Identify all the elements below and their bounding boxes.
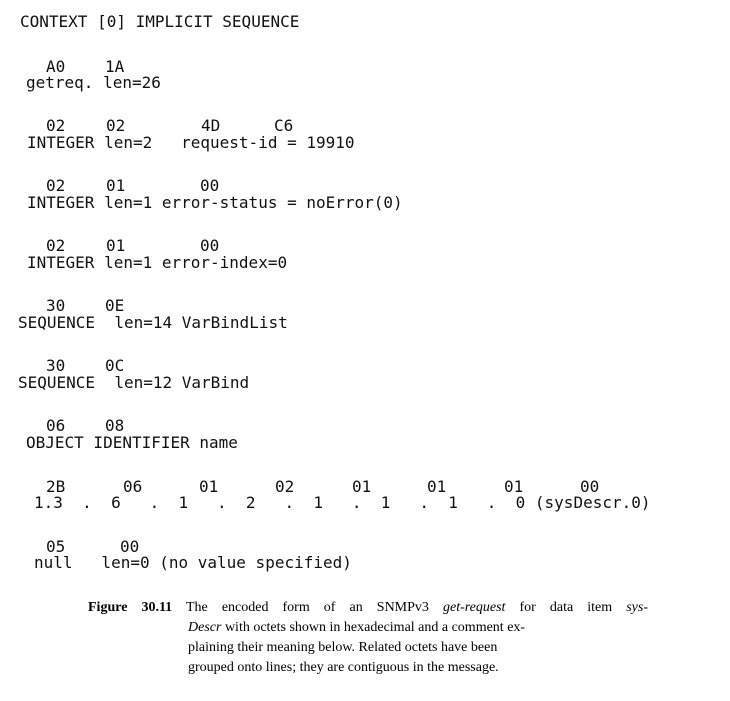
octet: 02 [275,477,295,496]
figure-caption [88,598,648,678]
octet: 00 [200,236,220,255]
octet: 0C [105,356,125,375]
octet: 01 [199,477,219,496]
caption-line-1: Figure 30.11 The encoded form of an SNMPv3 get-request for data item sys- [88,600,648,615]
octet-description: INTEGER len=1 error-index=0 [27,253,288,272]
caption-line-3: plaining their meaning below. Related octets have been [188,640,498,655]
octet: 00 [120,537,140,556]
octet: 4D [201,116,221,135]
octet: 01 [504,477,524,496]
octet: 06 [123,477,143,496]
figure-label: Figure 30.11 [88,600,173,615]
caption-line-4: grouped onto lines; they are contiguous in the message. [188,660,499,675]
octet: 01 [106,176,126,195]
octet: 01 [106,236,126,255]
octet: 01 [352,477,372,496]
octet: 02 [46,236,66,255]
octet: 02 [46,116,66,135]
octet: 00 [580,477,600,496]
octet: 02 [46,176,66,195]
caption-line-2: Descr with octets shown in hexadecimal and a comment ex- [188,620,526,635]
octet: 30 [46,296,66,315]
octet: 06 [46,416,66,435]
octet-description: OBJECT IDENTIFIER name [26,433,238,452]
octet-description: INTEGER len=1 error-status = noError(0) [27,193,403,212]
octet: 2B [46,477,66,496]
octet: 0E [105,296,125,315]
octet: 30 [46,356,66,375]
octet: C6 [274,116,294,135]
octet: 1A [105,57,125,76]
octet-description: 1.3 . 6 . 1 . 2 . 1 . 1 . 1 . 0 (sysDescr.0) [34,493,651,512]
octet-description: SEQUENCE len=12 VarBind [18,373,250,392]
octet: 05 [46,537,66,556]
octet-description: SEQUENCE len=14 VarBindList [18,313,288,332]
octet-description: getreq. len=26 [26,73,161,92]
octet: 00 [200,176,220,195]
octet: 08 [105,416,125,435]
octet: A0 [46,57,66,76]
header-line: CONTEXT [0] IMPLICIT SEQUENCE [20,12,300,31]
octet-description: null len=0 (no value specified) [34,553,352,572]
octet-description: INTEGER len=2 request-id = 19910 [27,133,355,152]
octet: 02 [106,116,126,135]
octet: 01 [427,477,447,496]
